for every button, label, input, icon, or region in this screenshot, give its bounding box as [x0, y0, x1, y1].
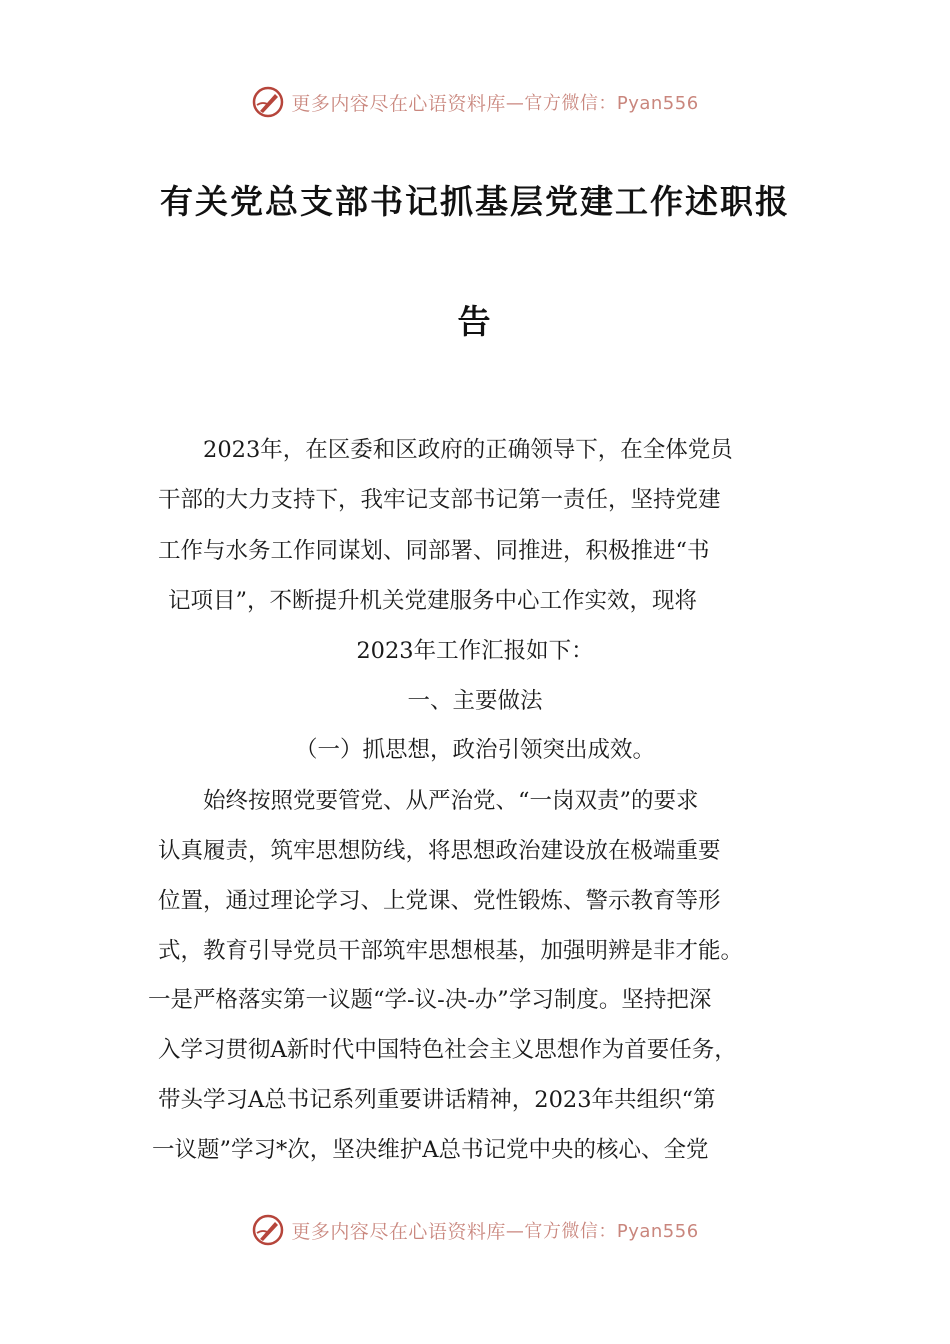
pen-logo-icon — [251, 1213, 285, 1247]
watermark-wechat: —官方微信：Pyan556 — [505, 1221, 699, 1242]
body-line: 一是严格落实第一议题“学-议-决-办”学习制度。坚持把深 — [148, 987, 712, 1013]
section-heading: 一、主要做法 — [407, 688, 543, 714]
body-line: 记项目”，不断提升机关党建服务中心工作实效，现将 — [168, 588, 698, 614]
body-line: 认真履责，筑牢思想防线，将思想政治建设放在极端重要 — [158, 838, 721, 864]
body-line: 一议题”学习*次，坚决维护A总书记党中央的核心、全党 — [152, 1137, 709, 1163]
body-line: 始终按照党要管党、从严治党、“一岗双责”的要求 — [203, 788, 699, 814]
body-line: 位置，通过理论学习、上党课、党性锻炼、警示教育等形 — [158, 888, 721, 914]
document-title-line1: 有关党总支部书记抓基层党建工作述职报 — [160, 182, 790, 221]
body-line: 入学习贯彻A新时代中国特色社会主义思想作为首要任务， — [158, 1037, 737, 1063]
footer-watermark — [0, 1208, 950, 1252]
body-line: 工作与水务工作同谋划、同部署、同推进，积极推进“书 — [158, 538, 710, 564]
watermark-brand: 更多内容尽在心语资料库 — [291, 92, 506, 115]
body-line: 2023年工作汇报如下： — [356, 638, 594, 664]
watermark-wechat: —官方微信：Pyan556 — [505, 93, 699, 114]
pen-logo-icon — [251, 85, 285, 119]
body-line: 2023年，在区委和区政府的正确领导下，在全体党员 — [203, 437, 733, 463]
header-watermark — [0, 80, 950, 124]
body-line: 式，教育引导党员干部筑牢思想根基，加强明辨是非才能。 — [158, 938, 744, 964]
body-line: 带头学习A总书记系列重要讲话精神，2023年共组织“第 — [158, 1087, 716, 1113]
body-line: 干部的大力支持下，我牢记支部书记第一责任，坚持党建 — [158, 487, 721, 513]
watermark-brand: 更多内容尽在心语资料库 — [291, 1220, 506, 1243]
subsection-heading: （一）抓思想，政治引领突出成效。 — [294, 737, 655, 763]
document-title-line2: 告 — [457, 302, 493, 341]
